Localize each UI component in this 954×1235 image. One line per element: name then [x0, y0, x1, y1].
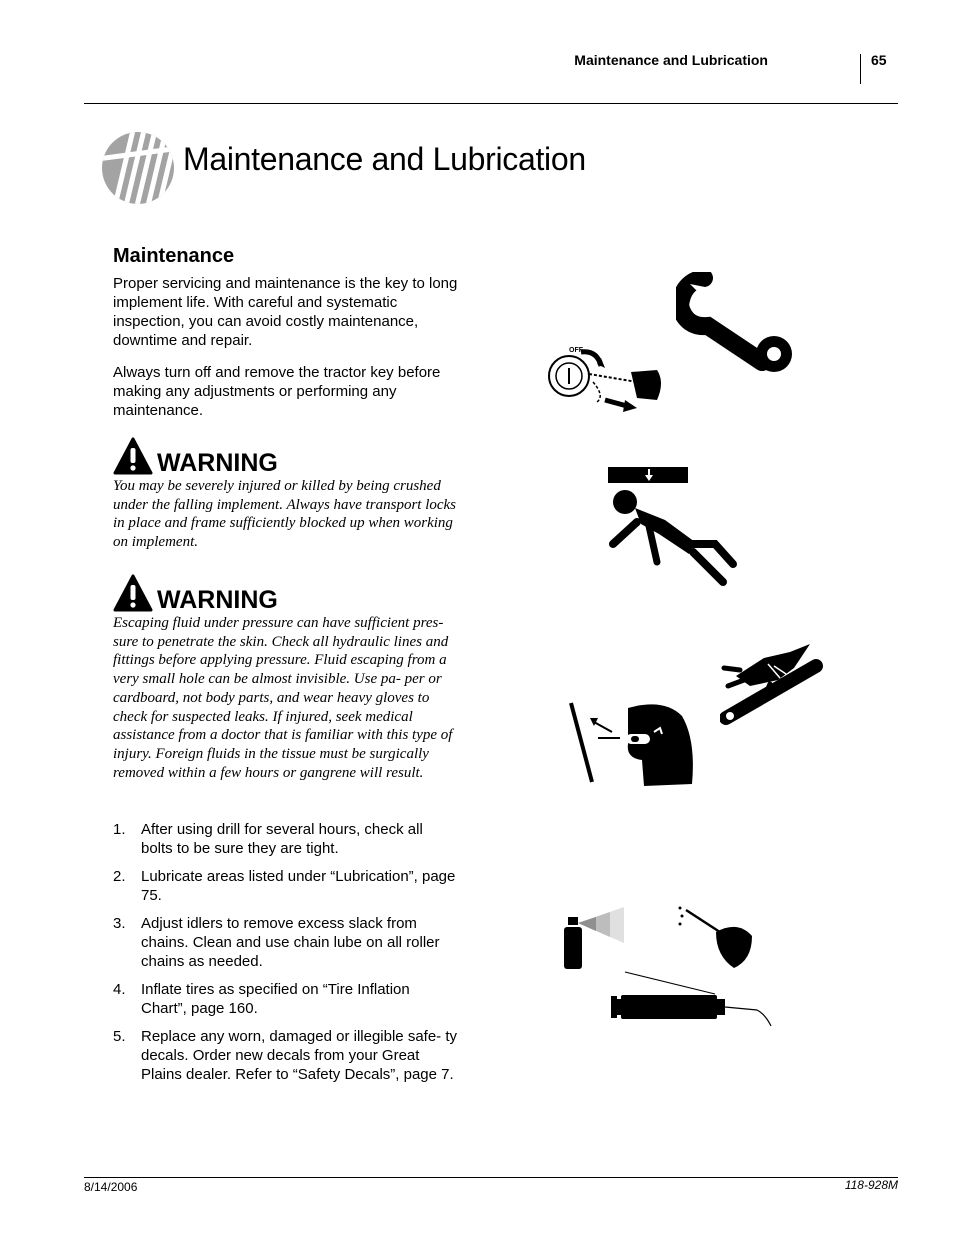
- warning-triangle-icon: [113, 437, 153, 475]
- chapter-title: Maintenance and Lubrication: [183, 141, 586, 177]
- step-number: 5.: [113, 1028, 126, 1045]
- list-item: [113, 980, 458, 1018]
- key-off-label: OFF: [569, 347, 583, 354]
- bottom-rule: [84, 1177, 898, 1178]
- hydraulic-leak-hand-icon: [720, 640, 824, 726]
- step-number: 2.: [113, 868, 126, 885]
- spray-can-icon: [560, 905, 630, 973]
- oil-can-icon: [676, 902, 758, 972]
- step-text: Lubricate areas listed under “Lubrication”, page 75.: [141, 868, 456, 904]
- step-text: Replace any worn, damaged or illegible safe- ty decals. Order new decals from your Great Plains dealer. Refer to “Safety Decals”, page 7.: [141, 1028, 458, 1083]
- warning-heading: [113, 574, 278, 612]
- step-text: Adjust idlers to remove excess slack from chains. Clean and use chain lube on all roller chains as needed.: [141, 915, 440, 970]
- crushed-person-icon: [605, 464, 740, 592]
- step-number: 3.: [113, 915, 126, 932]
- step-number: 4.: [113, 981, 126, 998]
- page-number: 65: [871, 52, 887, 68]
- wrench-icon: [676, 272, 798, 376]
- list-item: [113, 914, 458, 971]
- list-item: [113, 867, 458, 905]
- step-text: After using drill for several hours, check all bolts to be sure they are tight.: [141, 821, 423, 857]
- intro-paragraph: Proper servicing and maintenance is the key to long implement life. With careful and systematic inspection, you can avoid costly maintenance, downtime and repair.: [113, 275, 458, 349]
- step-text: Inflate tires as specified on “Tire Inflation Chart”, page 160.: [141, 981, 410, 1017]
- header-separator: [860, 54, 861, 84]
- warning-text: You may be severely injured or killed by being crushed under the falling implement. Always have transport locks in place and frame sufficiently blocked up when working on implement.: [113, 478, 457, 551]
- maintenance-steps-list: [113, 820, 458, 1093]
- face-shield-icon: [568, 700, 700, 790]
- warning-heading: [113, 437, 278, 475]
- section-title: Maintenance: [113, 245, 235, 267]
- grease-gun-icon: [595, 968, 780, 1032]
- warning-label: WARNING: [157, 449, 278, 477]
- step-number: 1.: [113, 821, 126, 838]
- top-rule: [84, 103, 898, 104]
- warning-text: Escaping fluid under pressure can have sufficient pres- sure to penetrate the skin. Check all hydraulic lines and fittings before applying pressure. Fluid escaping from a very small hole can be almost invisible. Use pa- per or cardboard, not body parts, and wear heavy gloves to check for suspected leaks. If injured, seek medical assistance from a doctor that is familiar with this type of injury. Foreign fluids in the tissue must be surgically removed within a few hours or gangrene will result.: [113, 615, 453, 781]
- chapter-logo-icon: [100, 130, 176, 211]
- footer-doc-number: 118-928M: [844, 1178, 898, 1192]
- key-off-paragraph: Always turn off and remove the tractor key before making any adjustments or performing any maintenance.: [113, 364, 441, 419]
- list-item: [113, 820, 458, 858]
- footer-date: 8/14/2006: [84, 1180, 138, 1194]
- warning-triangle-icon: [113, 574, 153, 612]
- key-off-icon: [545, 340, 670, 418]
- list-item: [113, 1027, 458, 1084]
- running-head-title: Maintenance and Lubrication: [574, 52, 768, 68]
- warning-label: WARNING: [157, 586, 278, 614]
